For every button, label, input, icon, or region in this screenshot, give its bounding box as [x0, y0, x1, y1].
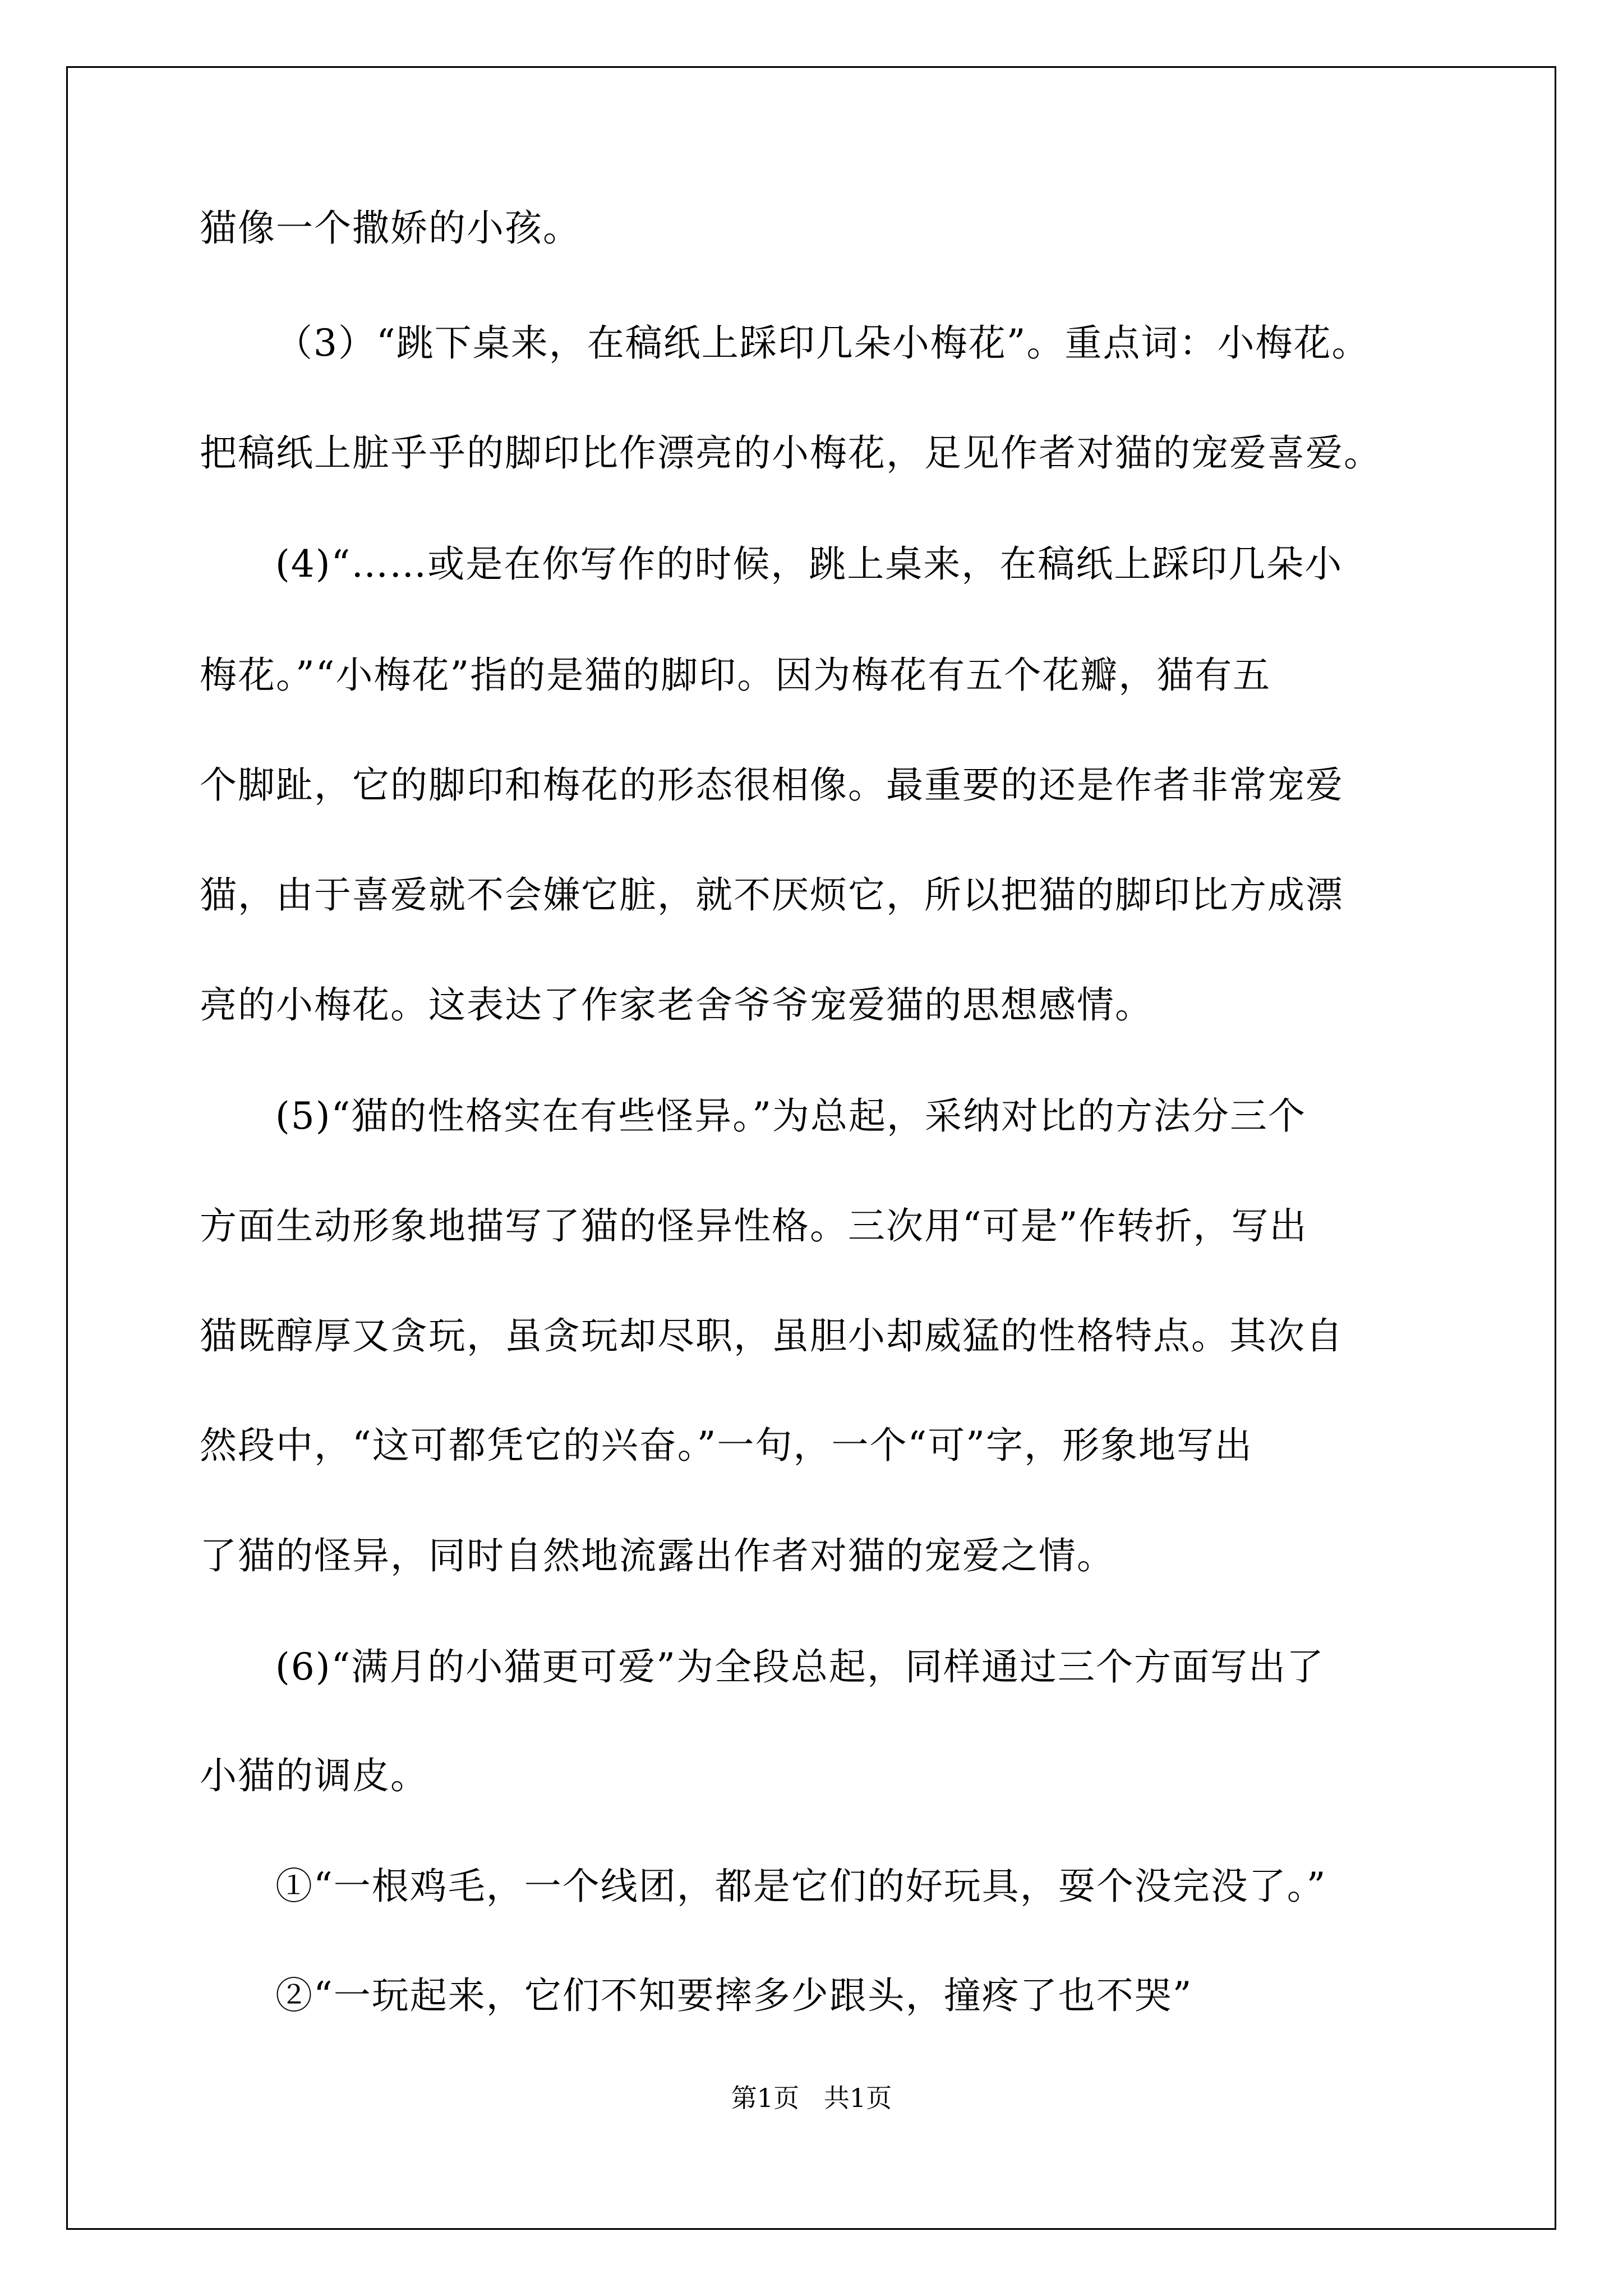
text-line: 小猫的调皮。 [200, 1754, 428, 1797]
text-line: 然段中，“这可都凭它的兴奋。”一句，一个“可”字，形象地写出 [200, 1424, 1253, 1467]
text-line: 方面生动形象地描写了猫的怪异性格。三次用“可是”作转折，写出 [200, 1204, 1308, 1248]
text-line: 亮的小梅花。这表达了作家老舍爷爷宠爱猫的思想感情。 [200, 983, 1153, 1027]
text-line: (5)“猫的性格实在有些怪异。”为总起，采纳对比的方法分三个 [275, 1094, 1306, 1138]
text-line: 猫既醇厚又贪玩，虽贪玩却尽职，虽胆小却威猛的性格特点。其次自 [200, 1314, 1344, 1358]
page-number-footer: 第1页 共1页 [731, 2083, 892, 2113]
text-line: 猫，由于喜爱就不会嫌它脏，就不厌烦它，所以把猫的脚印比方成漂 [200, 873, 1344, 917]
text-line: 把稿纸上脏乎乎的脚印比作漂亮的小梅花，足见作者对猫的宠爱喜爱。 [200, 431, 1382, 475]
text-line: 个脚趾，它的脚印和梅花的形态很相像。最重要的还是作者非常宠爱 [200, 763, 1344, 807]
text-line: 梅花。”“小梅花”指的是猫的脚印。因为梅花有五个花瓣，猫有五 [200, 654, 1271, 697]
text-line: （3）“跳下桌来，在稿纸上踩印几朵小梅花”。重点词：小梅花。 [275, 321, 1370, 365]
text-line: (6)“满月的小猫更可爱”为全段总起，同样通过三个方面写出了 [275, 1645, 1325, 1688]
text-line: 猫像一个撒娇的小孩。 [200, 206, 581, 250]
text-line: (4)“……或是在你写作的时候，跳上桌来，在稿纸上踩印几朵小 [275, 542, 1343, 586]
text-line: 了猫的怪异，同时自然地流露出作者对猫的宠爱之情。 [200, 1534, 1115, 1577]
text-line: ②“一玩起来，它们不知要摔多少跟头，撞疼了也不哭” [275, 1974, 1193, 2017]
text-line: ①“一根鸡毛，一个线团，都是它们的好玩具，耍个没完没了。” [275, 1865, 1327, 1908]
